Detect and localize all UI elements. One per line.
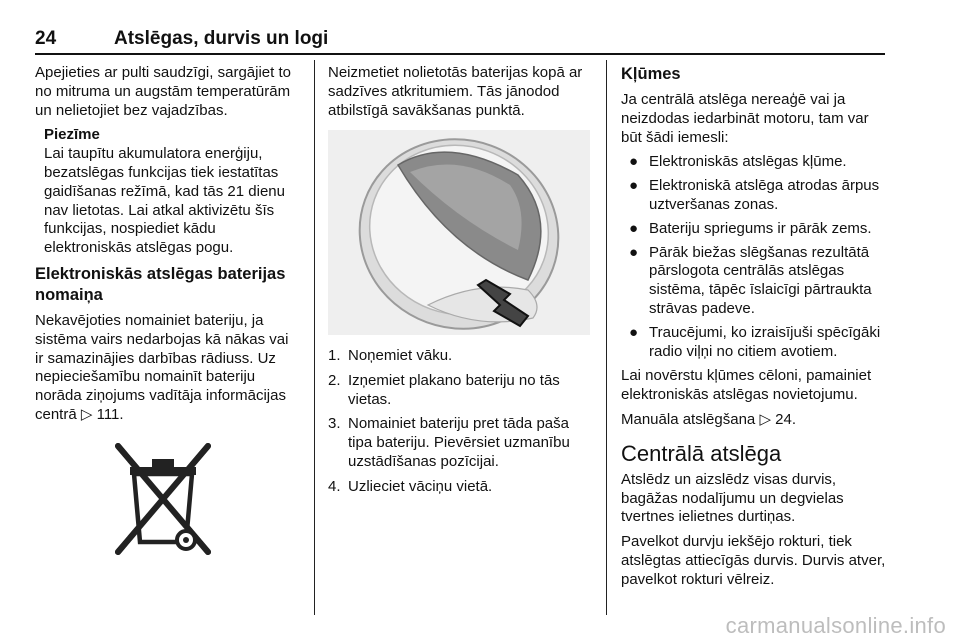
step-item: 3. Nomainiet bateriju pret tāda paša tipa bateriju. Pievērsiet uzmanību uzstādīšanas pozīcijai. — [328, 415, 570, 470]
faults-list — [621, 153, 889, 361]
list-item: ● Bateriju spriegums ir pārāk zems. — [629, 219, 872, 237]
middle-column — [328, 64, 590, 126]
column-divider-1 — [314, 60, 315, 615]
note-title: Piezīme — [44, 126, 100, 144]
faults-intro: Ja centrālā atslēga nereaģē vai ja neizdodas iedarbināt motoru, tam var būt šādi iemesli: — [621, 91, 869, 146]
central-paragraph-2: Pavelkot durvju iekšējo rokturi, tiek atslēgtas attiecīgās durvis. Durvis atver, pavelkot rokturi vēlreiz. — [621, 533, 886, 588]
crossed-bin-icon — [112, 442, 214, 562]
watermark: carmanualsonline.info — [725, 613, 946, 638]
fix-paragraph: Lai novērstu kļūmes cēloni, pamainiet elektroniskās atslēgas novietojumu. — [621, 367, 872, 404]
battery-paragraph — [35, 312, 300, 425]
page-ref-icon: ▷ — [80, 405, 93, 423]
battery-text: Nekavējoties nomainiet bateriju, ja sistēma vairs nedarbojas kā nākas vai ir samazinājies darbības rādiuss. Uz nepieciešamību nomainīt bateriju norāda ziņojums vadītāja informācijas centrā — [35, 311, 289, 423]
step-item: 4. Uzlieciet vāciņu vietā. — [328, 477, 493, 495]
step-item: 2. Izņemiet plakano bateriju no tās vietas. — [328, 371, 560, 408]
list-item: ● Pārāk biežas slēgšanas rezultātā pārslogota centrālās atslēgas sistēma, tāpēc īslaicīgi pārtraukta strāvas padeve. — [629, 243, 872, 317]
disposal-paragraph: Neizmetiet nolietotās baterijas kopā ar sadzīves atkritumiem. Tās jānodod atbilstīgā savākšanas punktā. — [328, 64, 583, 119]
intro-paragraph: Apejieties ar pulti saudzīgi, sargājiet to no mitruma un augstām temperatūrām un nelietojiet bez vajadzības. — [35, 64, 291, 119]
chapter-title: Atslēgas, durvis un logi — [114, 28, 329, 49]
left-column — [35, 64, 300, 431]
key-fob-illustration — [328, 130, 590, 335]
right-column — [621, 64, 889, 596]
page-ref-link[interactable]: 24. — [775, 410, 797, 428]
faults-heading: Kļūmes — [621, 65, 681, 83]
battery-steps-list — [328, 347, 590, 497]
list-item: ● Traucējumi, ko izraisījuši spēcīgāki radio viļņi no citiem avotiem. — [629, 323, 881, 360]
header-divider — [35, 53, 885, 55]
manual-text: Manuāla atslēgšana — [621, 410, 756, 428]
steps-column — [328, 347, 590, 503]
list-item: ● Elektroniskā atslēga atrodas ārpus uztveršanas zonas. — [629, 177, 880, 213]
page-number: 24 — [35, 28, 57, 49]
page-ref-icon: ▷ — [759, 410, 771, 428]
step-item: 1. Noņemiet vāku. — [328, 347, 453, 364]
page-ref-link[interactable]: 111. — [96, 405, 124, 423]
page-header — [35, 28, 885, 54]
central-paragraph-1: Atslēdz un aizslēdz visas durvis, bagāžas nodalījumu un degvielas tvertnes ielietnes durtiņas. — [621, 470, 844, 526]
note-box — [44, 126, 300, 258]
list-item: ● Elektroniskās atslēgas kļūme. — [629, 153, 847, 171]
manual-paragraph — [621, 411, 889, 430]
column-divider-2 — [606, 60, 607, 615]
central-lock-heading: Centrālā atslēga — [621, 440, 782, 466]
battery-heading: Elektroniskās atslēgas baterijas nomaiņa — [35, 264, 286, 304]
note-text: Lai taupītu akumulatora enerģiju, bezatslēgas funkcijas tiek iestatītas gaidīšanas režīmā, kad tās 21 dienu nav lietotas. Lai atkal aktivizētu šīs funkcijas, nospiediet kādu elektroniskās atslēgas pogu. — [44, 145, 285, 257]
